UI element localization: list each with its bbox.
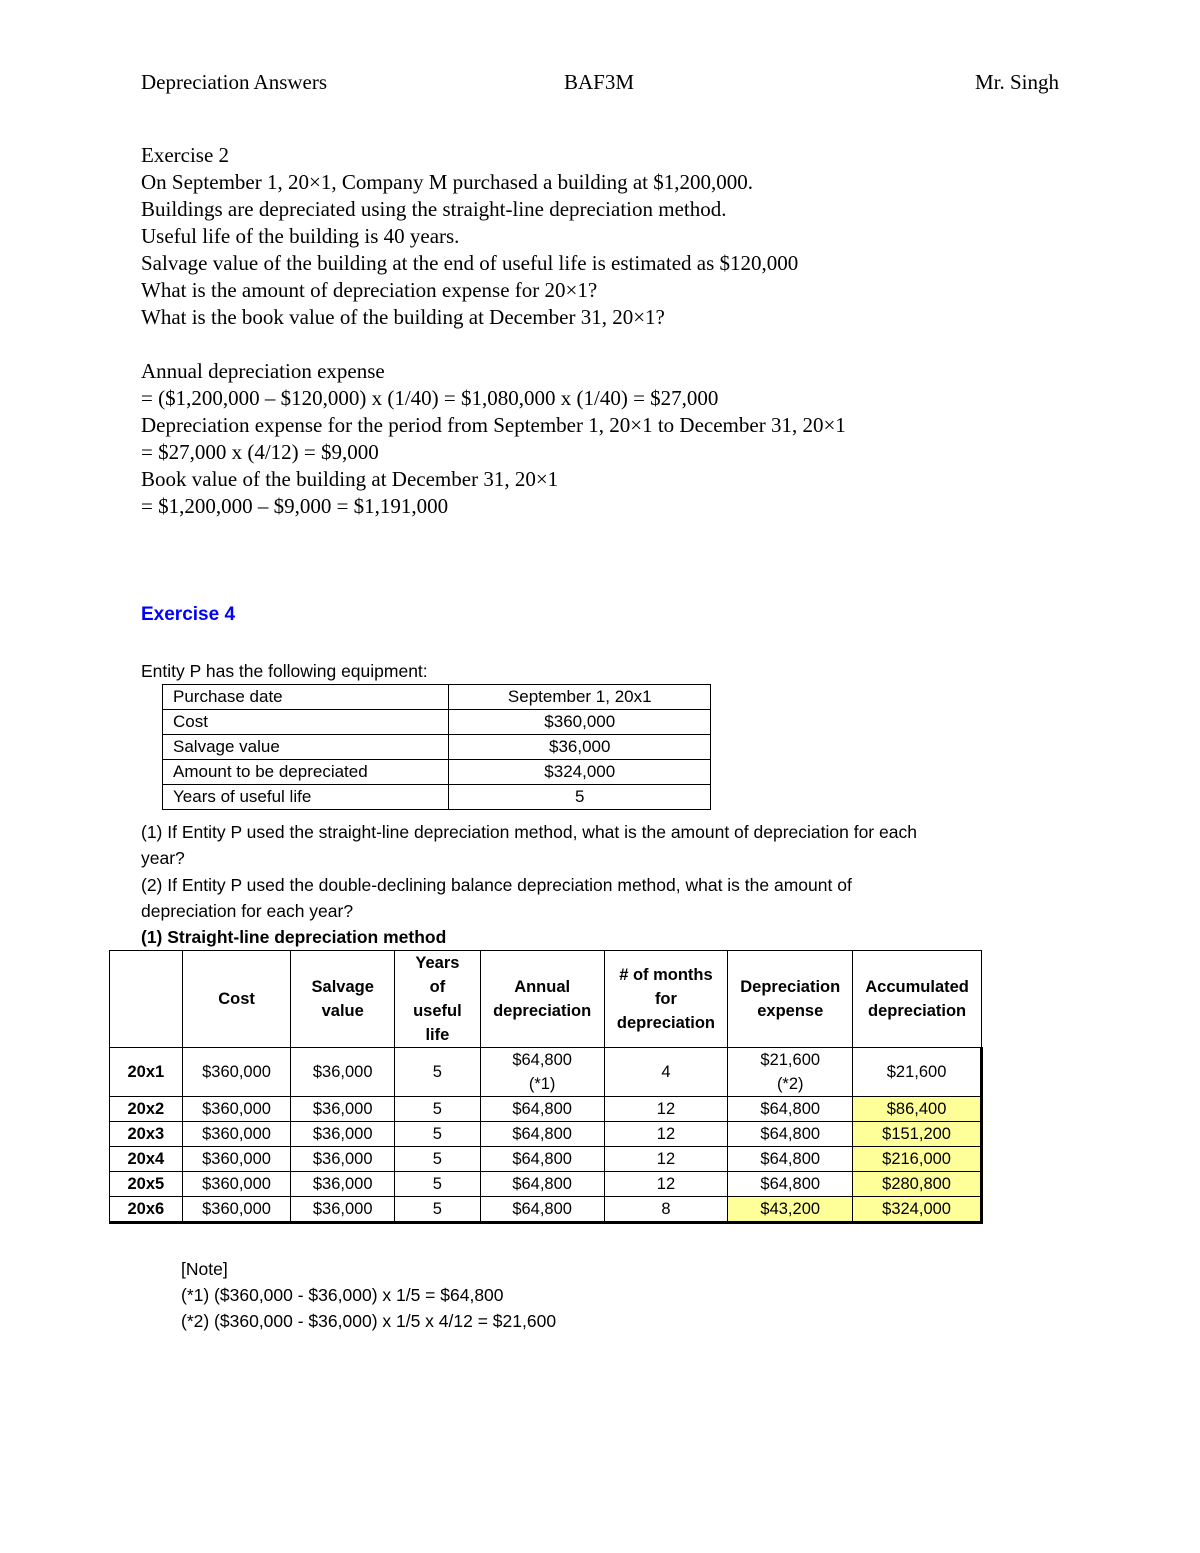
cost-cell: $360,000 <box>182 1048 291 1097</box>
exercise-2-answer <box>141 358 1101 520</box>
table-row <box>163 735 711 760</box>
year-cell: 20x2 <box>110 1097 183 1122</box>
header-annual: Annual depreciation <box>480 951 604 1048</box>
question-line: On September 1, 20×1, Company M purchased a building at $1,200,000. <box>141 170 754 194</box>
cost-cell: $360,000 <box>182 1172 291 1197</box>
note-line: (*2) ($360,000 - $36,000) x 1/5 x 4/12 = $21,600 <box>181 1311 557 1331</box>
header-months: # of months for depreciation <box>604 951 728 1048</box>
straight-line-heading: (1) Straight-line depreciation method <box>141 927 447 947</box>
cost-cell: $360,000 <box>182 1197 291 1223</box>
table-row <box>163 685 711 710</box>
table-row <box>110 1172 982 1197</box>
question-line: What is the book value of the building at December 31, 20×1? <box>141 305 665 329</box>
header-salvage: Salvage value <box>291 951 395 1048</box>
table-row <box>110 1122 982 1147</box>
equipment-label: Cost <box>163 710 449 735</box>
header-title: Depreciation Answers <box>141 70 328 94</box>
answer-line: Depreciation expense for the period from September 1, 20×1 to December 31, 20×1 <box>141 413 846 437</box>
question-line: Useful life of the building is 40 years. <box>141 224 460 248</box>
question-line: What is the amount of depreciation expense for 20×1? <box>141 278 598 302</box>
straight-line-table <box>109 950 983 1224</box>
equipment-label: Purchase date <box>163 685 449 710</box>
accumulated-cell: $86,400 <box>853 1097 982 1122</box>
table-header-row <box>110 951 982 1048</box>
expense-cell: $64,800 <box>728 1122 853 1147</box>
accumulated-cell: $280,800 <box>853 1172 982 1197</box>
accumulated-cell: $324,000 <box>853 1197 982 1223</box>
header-year <box>110 951 183 1048</box>
expense-cell: $64,800 <box>728 1172 853 1197</box>
cost-cell: $360,000 <box>182 1147 291 1172</box>
life-cell: 5 <box>395 1048 481 1097</box>
table-row <box>163 785 711 810</box>
months-cell: 12 <box>604 1097 728 1122</box>
annual-cell: $64,800 (*1) <box>480 1048 604 1097</box>
answer-line: = $27,000 x (4/12) = $9,000 <box>141 440 379 464</box>
accumulated-cell: $216,000 <box>853 1147 982 1172</box>
question-2-line-1: (2) If Entity P used the double-declining balance depreciation method, what is the amount of <box>141 875 852 895</box>
cost-cell: $360,000 <box>182 1122 291 1147</box>
annual-cell: $64,800 <box>480 1097 604 1122</box>
table-row <box>110 1147 982 1172</box>
equipment-value: $36,000 <box>449 735 711 760</box>
answer-line: = $1,200,000 – $9,000 = $1,191,000 <box>141 494 449 518</box>
salvage-cell: $36,000 <box>291 1147 395 1172</box>
salvage-cell: $36,000 <box>291 1122 395 1147</box>
accumulated-cell: $21,600 <box>853 1048 982 1097</box>
equipment-label: Salvage value <box>163 735 449 760</box>
header-expense: Depreciation expense <box>728 951 853 1048</box>
equipment-value: 5 <box>449 785 711 810</box>
exercise-2-question <box>141 142 1101 331</box>
equipment-label: Amount to be depreciated <box>163 760 449 785</box>
annual-cell: $64,800 <box>480 1172 604 1197</box>
table-row <box>110 1048 982 1097</box>
header-accumulated: Accumulated depreciation <box>853 951 982 1048</box>
salvage-cell: $36,000 <box>291 1097 395 1122</box>
cost-cell: $360,000 <box>182 1097 291 1122</box>
question-line: Buildings are depreciated using the straight-line depreciation method. <box>141 197 727 221</box>
annual-cell: $64,800 <box>480 1197 604 1223</box>
salvage-cell: $36,000 <box>291 1197 395 1223</box>
months-cell: 8 <box>604 1197 728 1223</box>
life-cell: 5 <box>395 1197 481 1223</box>
months-cell: 12 <box>604 1147 728 1172</box>
year-cell: 20x3 <box>110 1122 183 1147</box>
table-row <box>163 760 711 785</box>
header-years: Years of useful life <box>395 951 481 1048</box>
year-cell: 20x6 <box>110 1197 183 1223</box>
header-teacher: Mr. Singh <box>974 70 1059 94</box>
life-cell: 5 <box>395 1172 481 1197</box>
expense-cell: $21,600 (*2) <box>728 1048 853 1097</box>
months-cell: 12 <box>604 1122 728 1147</box>
table-row <box>163 710 711 735</box>
note-line: (*1) ($360,000 - $36,000) x 1/5 = $64,800 <box>181 1285 504 1305</box>
life-cell: 5 <box>395 1097 481 1122</box>
table-row <box>110 1197 982 1223</box>
expense-cell: $43,200 <box>728 1197 853 1223</box>
exercise-4-title: Exercise 4 <box>141 604 236 625</box>
answer-line: Book value of the building at December 31, 20×1 <box>141 467 559 491</box>
expense-cell: $64,800 <box>728 1147 853 1172</box>
life-cell: 5 <box>395 1122 481 1147</box>
accumulated-cell: $151,200 <box>853 1122 982 1147</box>
year-cell: 20x4 <box>110 1147 183 1172</box>
annual-cell: $64,800 <box>480 1147 604 1172</box>
page-header <box>141 70 1059 98</box>
table-row <box>110 1097 982 1122</box>
equipment-value: $324,000 <box>449 760 711 785</box>
header-course: BAF3M <box>564 70 635 94</box>
months-cell: 12 <box>604 1172 728 1197</box>
life-cell: 5 <box>395 1147 481 1172</box>
question-2-line-2: depreciation for each year? <box>141 901 354 921</box>
answer-line: = ($1,200,000 – $120,000) x (1/40) = $1,080,000 x (1/40) = $27,000 <box>141 386 719 410</box>
header-cost: Cost <box>182 951 291 1048</box>
question-1-line-1: (1) If Entity P used the straight-line depreciation method, what is the amount of depreciation for each <box>141 822 917 842</box>
salvage-cell: $36,000 <box>291 1048 395 1097</box>
equipment-label: Years of useful life <box>163 785 449 810</box>
note-heading: [Note] <box>181 1259 228 1279</box>
year-cell: 20x1 <box>110 1048 183 1097</box>
equipment-table <box>162 684 711 810</box>
salvage-cell: $36,000 <box>291 1172 395 1197</box>
annual-cell: $64,800 <box>480 1122 604 1147</box>
months-cell: 4 <box>604 1048 728 1097</box>
equipment-value: September 1, 20x1 <box>449 685 711 710</box>
exercise-4-intro: Entity P has the following equipment: <box>141 661 428 681</box>
year-cell: 20x5 <box>110 1172 183 1197</box>
expense-cell: $64,800 <box>728 1097 853 1122</box>
exercise-2-title: Exercise 2 <box>141 143 230 167</box>
answer-line: Annual depreciation expense <box>141 359 385 383</box>
question-line: Salvage value of the building at the end of useful life is estimated as $120,000 <box>141 251 799 275</box>
question-1-line-2: year? <box>141 848 185 868</box>
equipment-value: $360,000 <box>449 710 711 735</box>
